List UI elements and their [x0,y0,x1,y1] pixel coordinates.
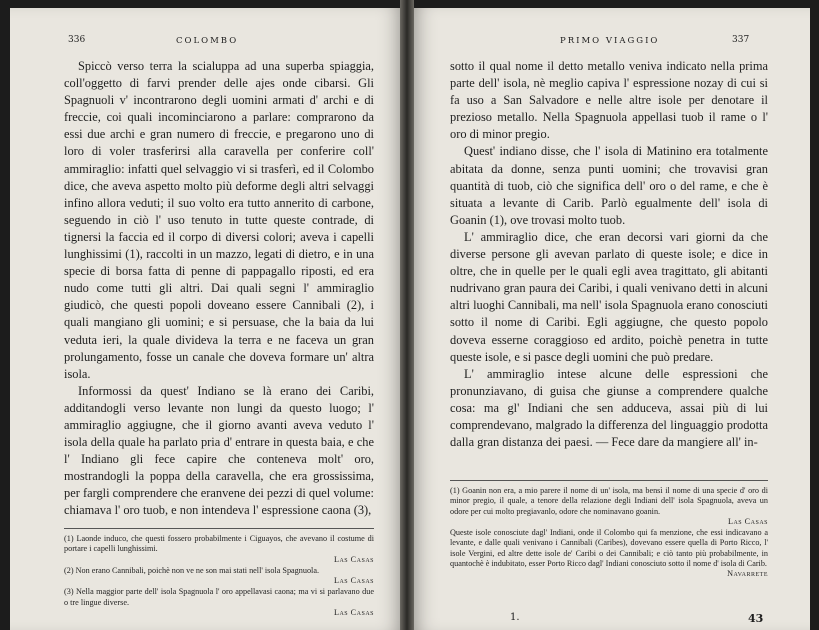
left-page-number: 336 [68,35,86,45]
right-footnote-2-text: Queste isole conosciute dagl' Indiani, onde il Colombo qui fa menzione, che essi indicavano a levante, e dalle quali venivano i Cannibali (Caribes), dovevano essere quella di Porto Ricco, l' isole Vergini, ed altre dette isole de' Caribi o dei Cannibali; e ciò tanto più probabilmente, in quantochè è indubitato, esser Porto Ricco dagl' Indiani conosciuto sotto il nome d' isola di Carib. [450,528,768,569]
left-footnote-2-signature: Las Casas [333,576,374,586]
sheet-number: 43 [748,612,764,625]
left-footnote-2 [64,566,374,587]
left-paragraph-1: Spiccò verso terra la scialuppa ad una superba spiaggia, coll'oggetto di farvi prender delle ajes onde cibarsi. Gli Spagnuoli v' incontrarono degli uomini armati d' archi e di freccie, coi quali incominciarono a parlare: comprarono da essi due archi e gran numero di freccie, e pregarono uno di loro di voler trasferirsi alla caravella per conferire coll' ammiraglio: infatti quel selvaggio vi si trasferì, ed il Colombo dice, che aveva aspetto molto più deforme degli altri selvaggi infino allora veduti; il suo volto era tutto annerito di carbone, seguendo in ciò l' uso tenuto in tutte queste contrade, di tignersi la faccia ed il corpo di diversi colori; aveva i capelli lunghissimi (1), raccolti in un mazzo, legati di dietro, e in una specie di borsa fatta di penne di pappagallo riposti, ed era nudo come tutti gli altri. Dai quali segni l' ammiraglio giudicò, che questi popoli doveano essere Cannibali (2), i quali mangiano gli uomini; e si persuase, che la baia da lui veduta ieri, la quale divideva la terra e ne faceva un gran prolungamento, fosse un canale che doveva formare un' altra isola. [64,59,374,381]
book-gutter [400,0,414,630]
right-footnote-1-text: (1) Goanin non era, a mio parere il nome di un' isola, ma bensì il nome di una specie d' oro di minor pregio, il quale, a tenore della relazione degli Indiani dell' isola Spagnuola, aveva un odore per cui molto pregiavanlo, odore che nominavano goanin. [450,486,768,516]
right-footnote-2-signature: Navarrete [727,569,768,579]
left-footnote-3 [64,587,374,618]
left-body-text [64,58,374,520]
left-footnote-2-text: (2) Non erano Cannibali, poichè non ve ne son mai stati nell' isola Spagnuola. [64,565,320,575]
right-paragraph-3: L' ammiraglio dice, che eran decorsi vari giorni da che diverse persone gli avevan parlato di queste isole; e dice in oltre, che in quelle per le quali egli avea tragittato, gli abitanti nudrivano gran paura dei Caribi, i quali venivano detti in alcuni altri luoghi Cannibali, ma nell' isola Spagnuola erano conosciuti sotto il nome di Caribi. Egli aggiugne, che questo popolo doveva esserne coraggioso ed ardito, poichè penetra in tutte queste isole, e si pasce degli uomini che può predare. [450,229,768,364]
right-paragraph-4: L' ammiraglio intese alcune delle espressioni che pronunziavano, di guisa che giunse a comprendere qualche cosa: ma gl' Indiani che sen adduceva, assai più di lui comprendevano, malgrado la differenza del linguaggio prodotta dalla gran distanza dei paesi. — Fece dare da mangiere all' in- [450,366,768,450]
right-footnote-1 [450,486,768,527]
left-running-head: COLOMBO [176,36,239,46]
left-footnote-1-text: (1) Laonde induco, che questi fossero probabilmente i Ciguayos, che avevano il costume di portare i capelli lunghissimi. [64,534,374,554]
left-page [10,8,405,630]
right-footnote-rule [450,480,768,481]
right-paragraph-1: sotto il qual nome il detto metallo veniva indicato nella prima parte dell' isola, nè meglio capiva l' espressione nozay di cui si fa uso a San Salvadore e nelle altre isole per denotare il prezioso metallo. Nella Spagnuola appellasi tuob il rame o l' oro di minor pregio. [450,59,768,142]
right-page-number: 337 [732,35,750,45]
left-footnote-1 [64,534,374,565]
left-paragraph-2: Informossi da quest' Indiano se là erano dei Caribi, additandogli verso levante non lungi da questo luogo; l' ammiraglio aggiugne, che il giorno avanti aveva veduto l' isola della quale ha parlato pria d' entrare in questa baia, e che l' Indiano gli fece capire che conteneva molt' oro, mostrandogli la poppa della caravella, che era grossissima, per fargli comprendere che eranvene dei pezzi di quel volume: chiamava l' oro tuob, e non intendeva l' espressione caona (3), [64,383,374,518]
right-footnote-1-signature: Las Casas [727,516,768,526]
right-page [410,8,810,630]
right-body-text [450,58,768,451]
right-footnotes [450,486,768,581]
right-paragraph-2: Quest' indiano disse, che l' isola di Matinino era totalmente abitata da donne, senza punti uomini; che trovavisi gran quantità di tuob, ciò che significa dell' oro o del rame, e che è situata a levante di Carib. Parlò egualmente dell' isola di Goanin (1), ove trovasi molto tuob. [450,144,768,227]
left-footnote-3-text: (3) Nella maggior parte dell' isola Spagnuola l' oro appellavasi caona; ma vi si parlavano due o tre lingue diverse. [64,587,374,607]
left-footnote-3-signature: Las Casas [333,608,374,618]
left-footnote-rule [64,528,374,529]
bottom-mark: 1. [510,612,520,623]
right-running-head: PRIMO VIAGGIO [560,36,660,46]
left-footnotes [64,534,374,619]
right-footnote-2 [450,528,768,579]
left-footnote-1-signature: Las Casas [333,554,374,564]
